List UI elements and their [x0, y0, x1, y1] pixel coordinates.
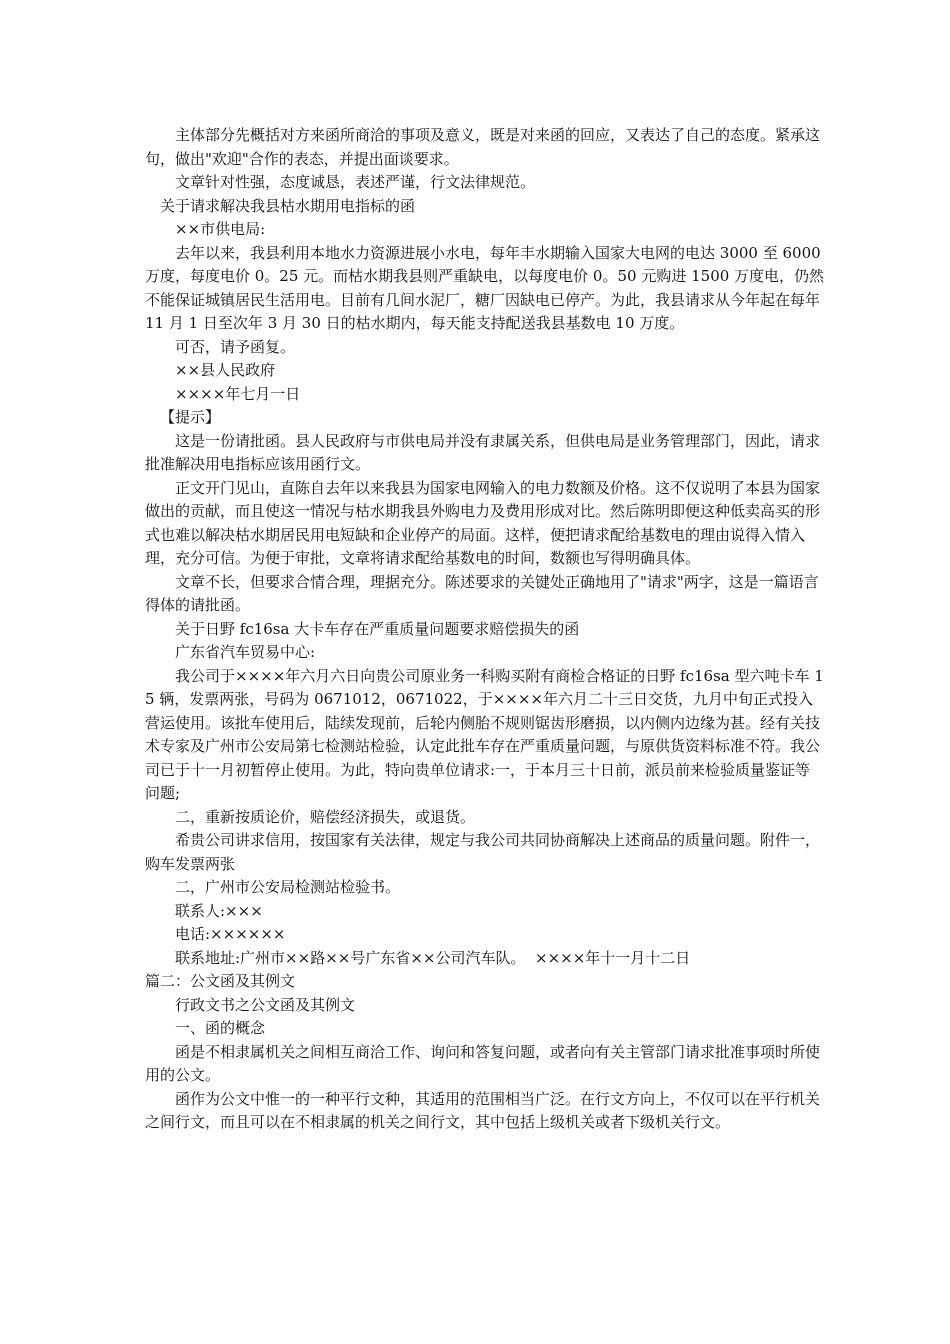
- contact-phone: 电话:××××××: [175, 925, 286, 943]
- paragraph: 去年以来，我县利用本地水力资源进展小水电，每年丰水期输入国家大电网的电达 3000 至 6000 万度，每度电价 0。25 元。而枯水期我县则严重缺电，以每度电价 0。50 元购进 1500 万度电，仍然不能保证城镇居民生活用电。目前有几间水泥厂，糖厂因缺电已停产。为此，我县请求从今年起在每年 11 月 1 日至次年 3 月 30 日的枯水期内，每天能支持配送我县基数电 10 万度。: [145, 243, 826, 332]
- section-title: 行政文书之公文函及其例文: [175, 995, 356, 1014]
- letter-title: 关于日野 fc16sa 大卡车存在严重质量问题要求赔偿损失的函: [175, 619, 580, 638]
- paragraph: 函作为公文中惟一的一种平行文种，其适用的范围相当广泛。在行文方向上，不仅可以在平行机关之间行文，而且可以在不相隶属的机关之间行文，其中包括上级机关或者下级机关行文。: [145, 1089, 821, 1131]
- recipient: 广东省汽车贸易中心:: [175, 643, 316, 661]
- section-heading: 【提示】: [160, 408, 221, 426]
- contact-address: 联系地址:广州市××路××号广东省××公司汽车队。 ××××年十一月十二日: [175, 948, 691, 967]
- recipient: ××市供电局:: [175, 220, 266, 238]
- paragraph: 希贵公司讲求信用，按国家有关法律，规定与我公司共同协商解决上述商品的质量问题。附件一，购车发票两张: [145, 831, 821, 873]
- chapter-heading: 篇二：公文函及其例文: [145, 972, 296, 990]
- paragraph: 主体部分先概括对方来函所商洽的事项及意义，既是对来函的回应，又表达了自己的态度。紧承这句，做出"欢迎"合作的表态，并提出面谈要求。: [145, 126, 821, 168]
- paragraph: 这是一份请批函。县人民政府与市供电局并没有隶属关系，但供电局是业务管理部门，因此，请求批准解决用电指标应该用函行文。: [145, 431, 821, 473]
- paragraph: 文章不长，但要求合情合理，理据充分。陈述要求的关键处正确地用了"请求"两字，这是一篇语言得体的请批函。: [145, 572, 819, 614]
- contact-person: 联系人:×××: [175, 901, 263, 920]
- paragraph: 我公司于××××年六月六日向贵公司原业务一科购买附有商检合格证的日野 fc16sa 型六吨卡车 15 辆，发票两张，号码为 0671012，0671022，于××××年六月二十三日交货，九月中旬正式投入营运使用。该批车使用后，陆续发现前，后轮内侧胎不规则锯齿形磨损，以内侧内边缘为甚。经有关技术专家及广州市公安局第七检测站检验，认定此批车存在严重质量问题，与原供货资料标准不符。我公司已于十一月初暂停止使用。为此，特向贵单位请求:一，于本月三十日前，派员前来检验质量鉴证等问题;: [145, 666, 824, 802]
- letter-title: 关于请求解决我县枯水期用电指标的函: [160, 196, 416, 215]
- paragraph: 可否，请予函复。: [175, 337, 296, 356]
- section-heading: 一、函的概念: [175, 1019, 266, 1037]
- paragraph: 二，重新按质论价，赔偿经济损失，或退货。: [175, 807, 476, 826]
- paragraph: 正文开门见山，直陈自去年以来我县为国家电网输入的电力数额及价格。这不仅说明了本县为国家做出的贡献，而且使这一情况与枯水期我县外购电力及费用形成对比。然后陈明即便这种低卖高买的形式也难以解决枯水期居民用电短缺和企业停产的局面。这样，便把请求配给基数电的理由说得入情入理，充分可信。为便于审批，文章将请求配给基数电的时间，数额也写得明确具体。: [145, 478, 821, 567]
- paragraph: 函是不相隶属机关之间相互商洽工作、询问和答复问题，或者向有关主管部门请求批准事项时所使用的公文。: [145, 1042, 821, 1084]
- signature: ××县人民政府: [175, 361, 276, 379]
- date: ××××年七月一日: [175, 384, 301, 403]
- paragraph: 二，广州市公安局检测站检验书。: [175, 878, 401, 896]
- paragraph: 文章针对性强，态度诚恳，表述严谨，行文法律规范。: [175, 173, 536, 191]
- document-body: [145, 124, 825, 1135]
